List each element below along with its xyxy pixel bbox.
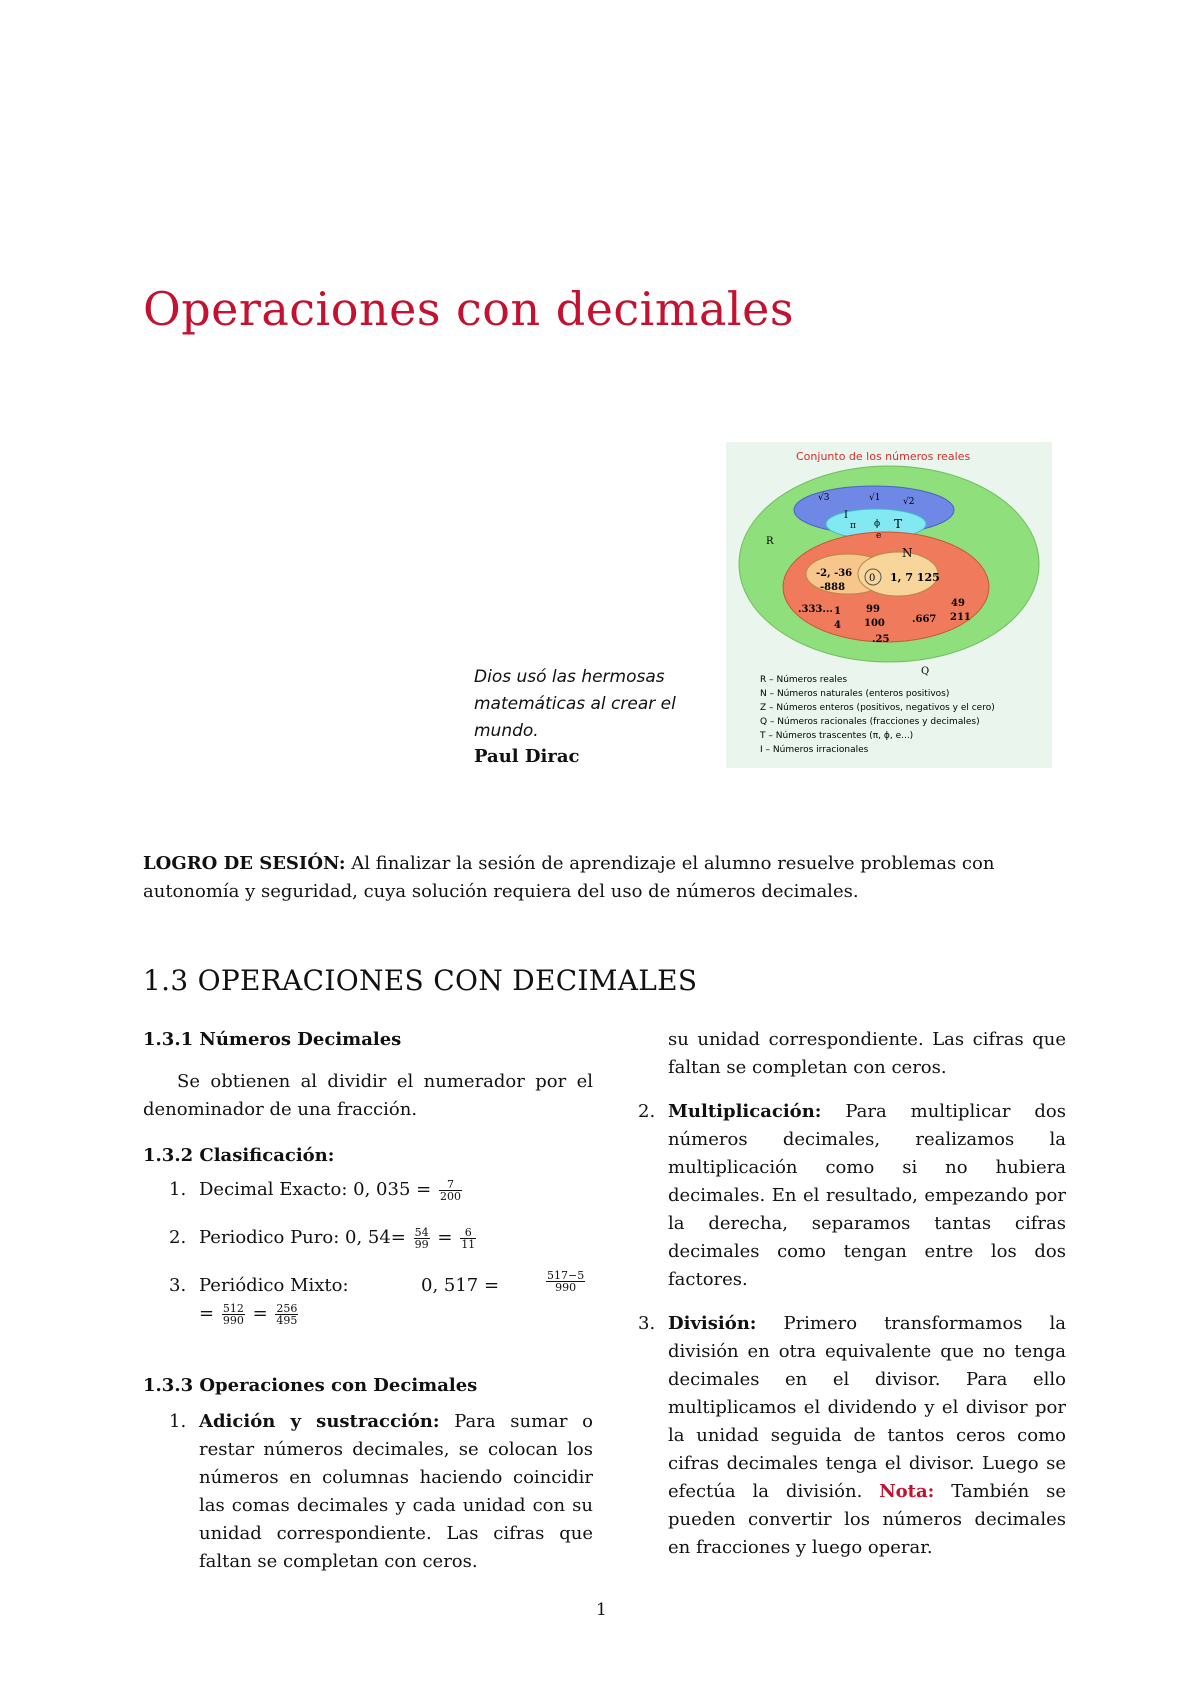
epigraph-quote: Dios usó las hermosas matemáticas al crear el mundo. — [474, 667, 676, 741]
subsection-heading: 1.3.1 Números Decimales — [143, 1029, 402, 1050]
label-r4: 49 — [951, 598, 965, 609]
equals-sign: = — [437, 1227, 453, 1248]
label-r4d: 211 — [950, 612, 971, 623]
subsection-heading: 1.3.3 Operaciones con Decimales — [143, 1375, 478, 1396]
left-column — [143, 1026, 593, 1572]
list-label: División: — [668, 1313, 757, 1334]
list-item — [638, 1310, 1066, 1562]
legend-item: T – Números trascentes (π, ϕ, e...) — [760, 731, 914, 741]
list-number: 1. — [169, 1179, 187, 1200]
label-r3: 99 — [866, 604, 880, 615]
right-column — [638, 1026, 1066, 1562]
list-label: Adición y sustracción: — [199, 1411, 440, 1432]
subsection-heading: 1.3.2 Clasificación: — [143, 1145, 335, 1166]
list-text: Periodico Puro: 0, 54= — [199, 1227, 406, 1248]
list-number: 3. — [638, 1313, 656, 1334]
fraction: $\frac{6}{11}$ — [461, 1225, 476, 1251]
epigraph-author: Paul Dirac — [474, 746, 580, 767]
list-item — [638, 1098, 1066, 1294]
list-number: 3. — [169, 1275, 187, 1296]
label-sqrt1: √1 — [869, 493, 881, 503]
list-text: Decimal Exacto: 0, 035 = — [199, 1179, 432, 1200]
label-r5: .667 — [912, 614, 937, 625]
page-title: Operaciones con decimales — [143, 282, 794, 336]
list-text: Para sumar o restar números decimales, se colocan los números en columnas haciendo coincidir las comas decimales y cada unidad con su unidad correspondiente. Las cifras que faltan se completan con ceros. — [199, 1411, 593, 1572]
section-title: 1.3 OPERACIONES CON DECIMALES — [143, 964, 698, 997]
label-phi: ϕ — [874, 519, 881, 529]
label-pi: π — [850, 521, 856, 531]
list-text: Periódico Mixto: — [199, 1275, 349, 1296]
legend-item: Z – Números enteros (positivos, negativos y el cero) — [760, 703, 995, 713]
legend-item: I – Números irracionales — [760, 745, 869, 755]
legend-item: N – Números naturales (enteros positivos) — [760, 689, 950, 699]
list-number: 1. — [169, 1411, 187, 1432]
note-text: También se pueden convertir los números decimales en fracciones y luego operar. — [668, 1481, 1066, 1558]
real-numbers-diagram — [726, 442, 1052, 768]
label-sqrt3: √3 — [818, 493, 830, 503]
label-t: T — [894, 517, 903, 531]
label-r3d: 100 — [864, 618, 885, 629]
list-item — [143, 1408, 593, 1572]
note-label: Nota: — [879, 1481, 935, 1502]
label-naturals: 1, 7 125 — [890, 571, 940, 584]
fraction: $\frac{54}{99}$ — [414, 1225, 429, 1251]
figure-title: Conjunto de los números reales — [796, 450, 971, 463]
list-value: 0, 517 = — [421, 1275, 500, 1296]
list-item — [143, 1269, 593, 1332]
label-r: R — [766, 536, 774, 547]
page-number: 1 — [596, 1600, 607, 1620]
list-text-continued: su unidad correspondiente. Las cifras que faltan se completan con ceros. — [668, 1029, 1066, 1078]
continued-text — [668, 1026, 1066, 1082]
paragraph: Se obtienen al dividir el numerador por el denominador de una fracción. — [143, 1071, 593, 1120]
fraction: $\frac{256}{495}$ — [276, 1301, 298, 1327]
legend-item: R – Números reales — [760, 675, 848, 685]
label-zero: 0 — [869, 573, 876, 584]
list-number: 2. — [638, 1101, 656, 1122]
session-goal — [143, 850, 1063, 906]
session-goal-text: Al finalizar la sesión de aprendizaje el alumno resuelve problemas con autonomía y seguridad, cuya solución requiera del uso de números decimales. — [143, 853, 995, 902]
list-text: Primero transformamos la división en otra equivalente que no tenga decimales en el divisor. Para ello multiplicamos el dividendo y el divisor por la unidad seguida de tantos ceros como cifras decimales tenga el divisor. Luego se efectúa la división. — [668, 1313, 1066, 1502]
list-number: 2. — [169, 1227, 187, 1248]
label-r2d: 4 — [834, 620, 841, 631]
label-i: I — [844, 510, 848, 521]
legend-item: Q – Números racionales (fracciones y decimales) — [760, 717, 980, 727]
label-r6: .25 — [872, 634, 890, 645]
list-label: Multiplicación: — [668, 1101, 822, 1122]
label-sqrt2: √2 — [903, 497, 915, 507]
equals-sign: = — [252, 1303, 268, 1324]
list-text: Para multiplicar dos números decimales, realizamos la multiplicación como si no hubiera decimales. En el resultado, empezando por la derecha, separamos tantas cifras decimales como tengan entre los dos factores. — [668, 1101, 1066, 1290]
label-q: Q — [921, 666, 930, 677]
session-goal-label: LOGRO DE SESIÓN: — [143, 853, 346, 874]
label-n: N — [902, 546, 913, 560]
fraction: $\frac{512}{990}$ — [222, 1301, 244, 1327]
label-integers: -2, -36 — [816, 568, 853, 579]
list-item — [143, 1176, 593, 1224]
label-r1: .333... — [798, 604, 833, 615]
label-integers-2: -888 — [820, 582, 846, 593]
label-r2: 1 — [834, 606, 841, 617]
fraction: $\frac{517-5}{990}$ — [547, 1269, 585, 1294]
label-e: e — [876, 531, 882, 541]
equals-sign: = — [199, 1303, 215, 1324]
fraction: $\frac{7}{200}$ — [439, 1177, 461, 1203]
list-item — [143, 1224, 593, 1272]
